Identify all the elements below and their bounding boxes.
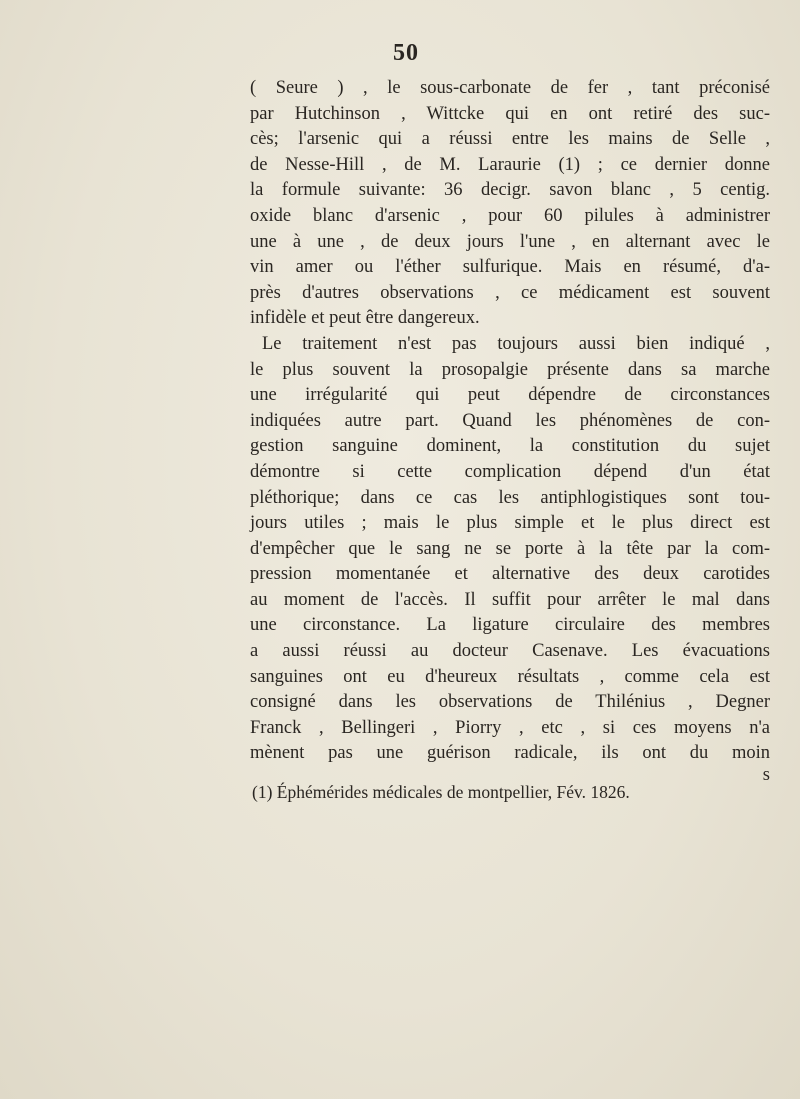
text-line: une à une , de deux jours l'une , en alternant avec le bbox=[250, 231, 770, 252]
text-line: ( Seure ) , le sous-carbonate de fer , tant préconisé bbox=[250, 78, 770, 98]
text-line: au moment de l'accès. Il suffit pour arrêter le mal dans bbox=[250, 589, 770, 610]
text-line: jours utiles ; mais le plus simple et le plus direct est bbox=[250, 513, 770, 534]
text-line: oxide blanc d'arsenic , pour 60 pilules à administrer bbox=[250, 205, 770, 226]
text-line: s bbox=[762, 765, 770, 786]
text-line: Franck , Bellingeri , Piorry , etc , si ces moyens n'a bbox=[250, 717, 770, 738]
text-line: cès; l'arsenic qui a réussi entre les mains de Selle , bbox=[250, 129, 770, 150]
text-line: consigné dans les observations de Thilénius , Degner bbox=[250, 692, 770, 713]
text-line: gestion sanguine dominent, la constitution du sujet bbox=[250, 436, 770, 457]
text-line: sanguines ont eu d'heureux résultats , comme cela est bbox=[250, 666, 770, 687]
body-text bbox=[250, 76, 770, 786]
text-line: près d'autres observations , ce médicament est souvent bbox=[250, 282, 770, 303]
text-line: mènent pas une guérison radicale, ils ont du moin bbox=[250, 743, 770, 764]
text-line: de Nesse-Hill , de M. Laraurie (1) ; ce dernier donne bbox=[250, 154, 770, 175]
text-line: démontre si cette complication dépend d'un état bbox=[250, 461, 770, 482]
text-line: une irrégularité qui peut dépendre de circonstances bbox=[250, 385, 770, 406]
text-line: indiquées autre part. Quand les phénomènes de con- bbox=[250, 410, 770, 431]
text-line: pléthorique; dans ce cas les antiphlogistiques sont tou- bbox=[250, 487, 770, 508]
text-line: pression momentanée et alternative des deux carotides bbox=[250, 564, 770, 585]
text-line: le plus souvent la prosopalgie présente dans sa marche bbox=[250, 359, 770, 380]
text-line: a aussi réussi au docteur Casenave. Les évacuations bbox=[250, 641, 770, 662]
text-line: d'empêcher que le sang ne se porte à la tête par la com- bbox=[250, 538, 770, 559]
page-number: 50 bbox=[393, 40, 419, 66]
text-line: par Hutchinson , Wittcke qui en ont retiré des suc- bbox=[250, 103, 770, 124]
text-line: la formule suivante: 36 decigr. savon blanc , 5 centig. bbox=[250, 180, 770, 201]
footnote: (1) Éphémérides médicales de montpellier, Fév. 1826. bbox=[252, 782, 630, 802]
text-line: une circonstance. La ligature circulaire des membres bbox=[250, 615, 770, 636]
text-line: infidèle et peut être dangereux. bbox=[250, 308, 480, 329]
text-line: vin amer ou l'éther sulfurique. Mais en résumé, d'a- bbox=[250, 257, 770, 278]
text-line: Le traitement n'est pas toujours aussi bien indiqué , bbox=[262, 333, 770, 354]
